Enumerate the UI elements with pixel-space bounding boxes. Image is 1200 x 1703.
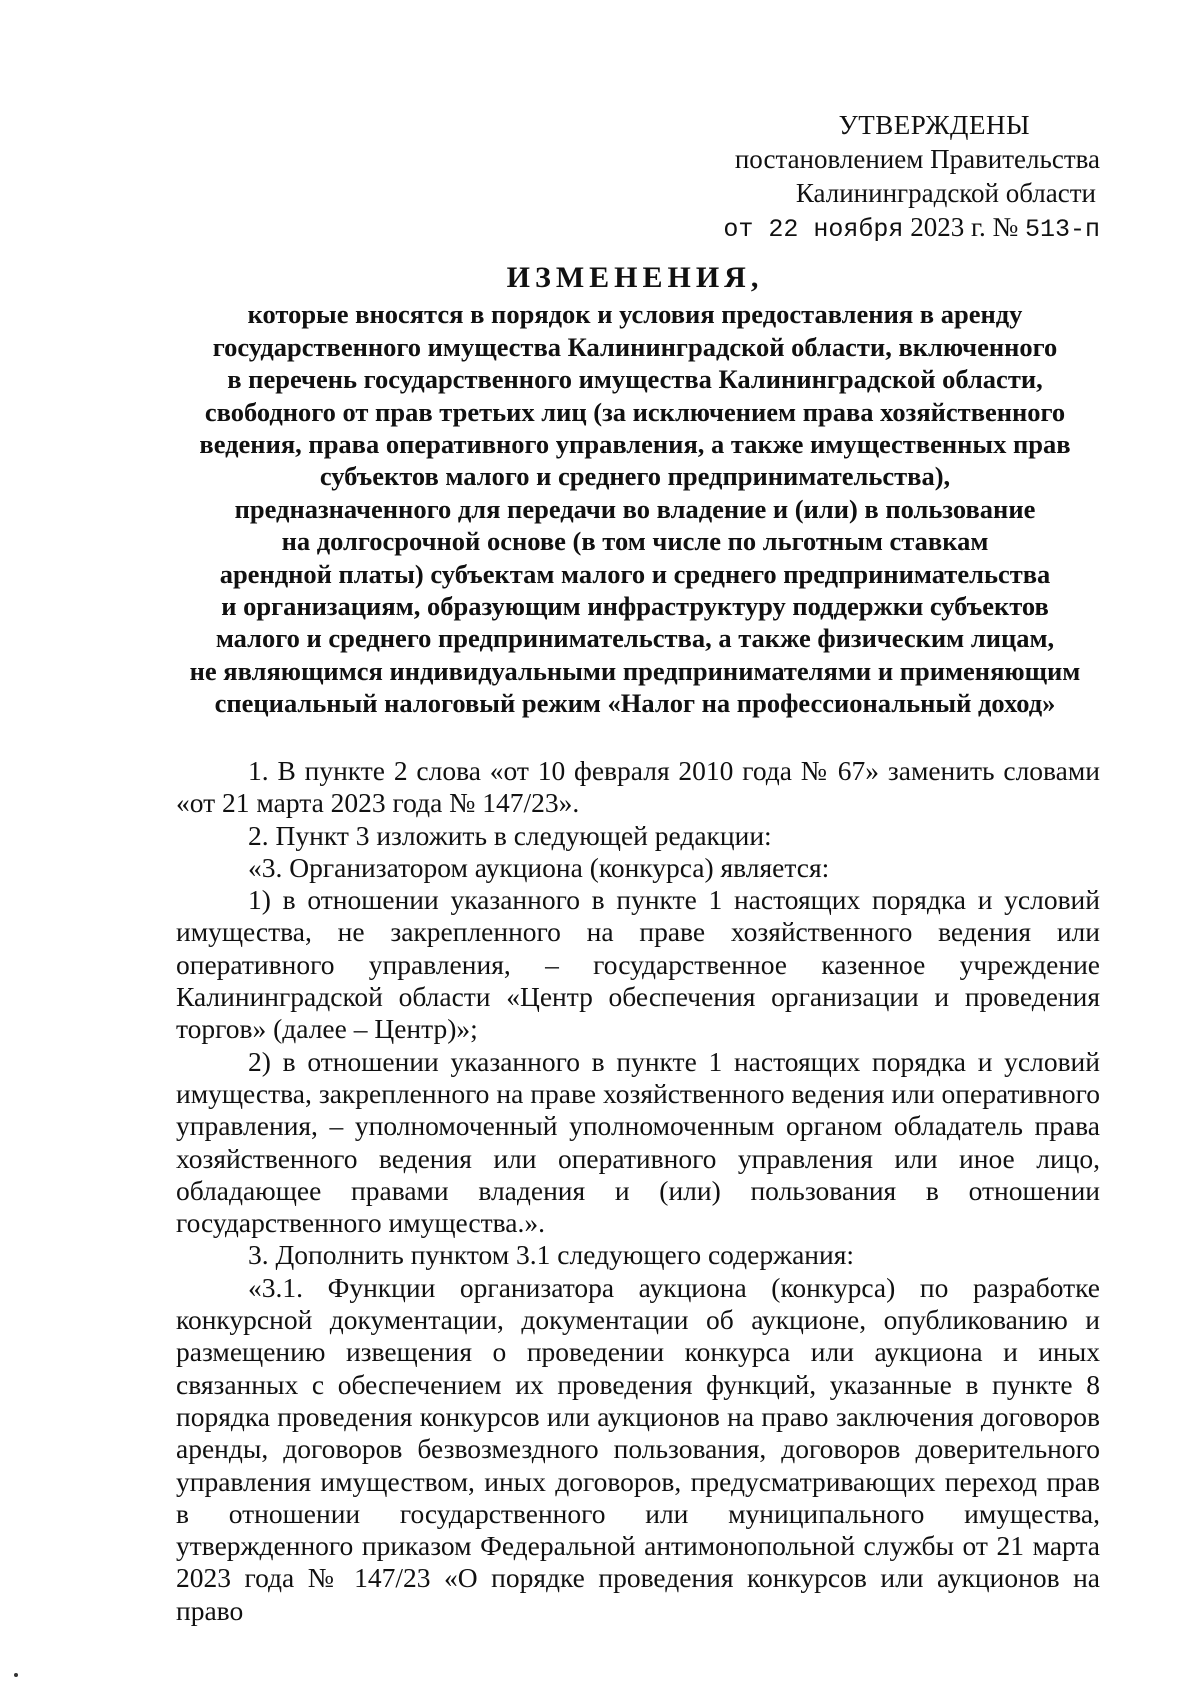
heading-line: не являющимся индивидуальными предпринимателями и применяющим [189,655,1081,686]
heading-line: государственного имущества Калининградской области, включенного [212,331,1058,362]
document-body [176,755,1100,1627]
paragraph-7: «3.1. Функции организатора аукциона (конкурса) по разработке конкурсной документации, документации об аукционе, опубликованию и размещению извещения о проведении конкурса или аукциона и иных связанных с обеспечением их проведения функций, указанные в пункте 8 порядка проведения конкурсов или аукционов на право заключения договоров аренды, договоров безвозмездного пользования, договоров доверительного управления имуществом, иных договоров, предусматривающих переход прав в отношении государственного или муниципального имущества, утвержденного приказом Федеральной антимонопольной службы от 21 марта 2023 года № 147/23 «О порядке проведения конкурсов или аукционов на право [176,1271,1100,1626]
heading-line: которые вносятся в порядок и условия предоставления в аренду [247,299,1023,330]
heading-line: и организациям, образующим инфраструктуру поддержки субъектов [221,591,1049,622]
paragraph-2: 2. Пункт 3 изложить в следующей редакции: [248,819,772,851]
heading-line: на долгосрочной основе (в том числе по льготным ставкам [281,526,989,557]
document-heading [170,262,1100,720]
heading-line: предназначенного для передачи во владение и (или) в пользование [234,493,1036,524]
paragraph-4: 1) в отношении указанного в пункте 1 настоящих порядка и условий имущества, не закрепленного на праве хозяйственного ведения или оперативного управления, – государственное казенное учреждение Калининградской области «Центр обеспечения организации и проведения торгов» (далее – Центр)»; [176,884,1100,1045]
approval-date: от 22 ноября [723,215,904,244]
approval-line-3: Калининградской области [795,178,1096,208]
approval-date-line [670,210,1100,247]
paragraph-3: «3. Организатором аукциона (конкурса) является: [248,851,830,883]
paragraph-6: 3. Дополнить пунктом 3.1 следующего содержания: [248,1239,854,1271]
heading-line: малого и среднего предпринимательства, а также физическим лицам, [215,623,1055,654]
heading-line: специальный налоговый режим «Налог на профессиональный доход» [214,688,1056,719]
approval-line-2: постановлением Правительства [734,144,1100,174]
scan-speck [14,1673,18,1677]
approval-number: 513-п [1024,215,1100,244]
paragraph-5: 2) в отношении указанного в пункте 1 настоящих порядка и условий имущества, закрепленного на праве хозяйственного ведения или оперативного управления, – уполномоченный уполномоченным органом обладатель права хозяйственного ведения или оперативного управления или иное лицо, обладающее правами владения и (или) пользования в отношении государственного имущества.». [176,1045,1100,1239]
heading-line: арендной платы) субъектам малого и среднего предпринимательства [219,558,1051,589]
heading-line: ведения, права оперативного управления, а также имущественных прав [199,429,1071,460]
paragraph-1: 1. В пункте 2 слова «от 10 февраля 2010 года № 67» заменить словами «от 21 марта 2023 года № 147/23». [176,755,1100,819]
heading-title: ИЗМЕНЕНИЯ, [506,261,764,294]
approval-year: 2023 г. № [910,212,1019,242]
heading-line: в перечень государственного имущества Калининградской области, [227,364,1043,395]
approval-title: УТВЕРЖДЕНЫ [838,110,1030,140]
heading-line: субъектов малого и среднего предпринимательства), [319,461,951,492]
approval-block [670,108,1100,247]
heading-line: свободного от прав третьих лиц (за исключением права хозяйственного [204,396,1066,427]
